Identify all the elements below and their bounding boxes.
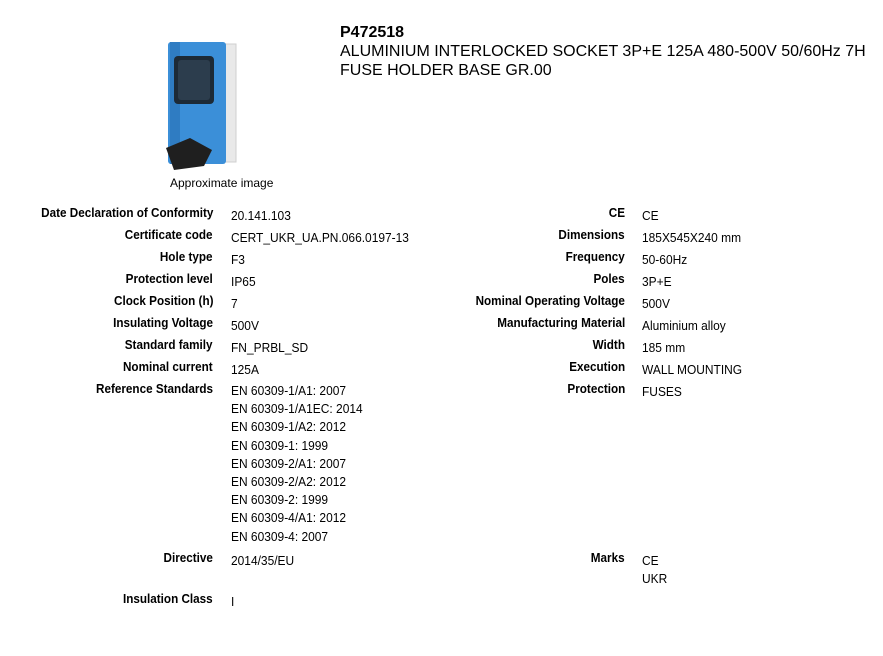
reference-standards-list xyxy=(231,382,363,546)
spec-label: Clock Position (h) xyxy=(113,293,213,308)
spec-value: 500V xyxy=(642,296,670,311)
directive-value: 2014/35/EU xyxy=(231,553,295,568)
mark-item: UKR xyxy=(642,571,668,587)
spec-value: FN_PRBL_SD xyxy=(231,340,309,355)
spec-value: WALL MOUNTING xyxy=(642,362,743,377)
reference-standards-label: Reference Standards xyxy=(95,381,213,396)
standard-item: EN 60309-4: 2007 xyxy=(231,528,329,544)
spec-value: 185X545X240 mm xyxy=(642,230,742,245)
spec-label: Nominal Operating Voltage xyxy=(475,293,625,308)
directive-label: Directive xyxy=(163,550,213,565)
spec-label: Width xyxy=(592,337,625,352)
spec-value: 500V xyxy=(231,318,259,333)
marks-label: Marks xyxy=(591,550,625,565)
spec-label: Frequency xyxy=(565,249,625,264)
spec-value: 3P+E xyxy=(642,274,672,289)
spec-label: CE xyxy=(608,205,625,220)
spec-value: 185 mm xyxy=(642,340,686,355)
standard-item: EN 60309-2/A2: 2012 xyxy=(231,474,347,490)
spec-label: Manufacturing Material xyxy=(496,315,625,330)
image-caption: Approximate image xyxy=(170,176,274,190)
spec-value: 7 xyxy=(231,296,238,311)
spec-value: CE xyxy=(642,208,659,223)
spec-label: Hole type xyxy=(160,249,213,264)
standard-item: EN 60309-2: 1999 xyxy=(231,492,329,508)
spec-label: Execution xyxy=(569,359,625,374)
product-code: P472518 xyxy=(340,24,405,41)
spec-label: Nominal current xyxy=(123,359,213,374)
insulation-class-label: Insulation Class xyxy=(123,591,213,606)
spec-label: Date Declaration of Conformity xyxy=(40,205,213,220)
standard-item: EN 60309-1: 1999 xyxy=(231,437,329,453)
spec-label: Insulating Voltage xyxy=(113,315,213,330)
spec-value: F3 xyxy=(231,252,245,267)
product-image xyxy=(160,38,240,173)
spec-value: CERT_UKR_UA.PN.066.0197-13 xyxy=(231,230,409,245)
standard-item: EN 60309-2/A1: 2007 xyxy=(231,455,347,471)
product-title: ALUMINIUM INTERLOCKED SOCKET 3P+E 125A 480-500V 50/60Hz 7H FUSE HOLDER BASE GR.00 xyxy=(340,43,866,79)
spec-value: IP65 xyxy=(231,274,256,289)
spec-label: Standard family xyxy=(125,337,213,352)
standard-item: EN 60309-1/A2: 2012 xyxy=(231,419,347,435)
standard-item: EN 60309-4/A1: 2012 xyxy=(231,510,347,526)
spec-value: Aluminium alloy xyxy=(642,318,726,333)
standard-item: EN 60309-1/A1EC: 2014 xyxy=(231,401,363,417)
mark-item: CE xyxy=(642,553,659,568)
spec-label: Protection xyxy=(567,381,625,396)
spec-label: Dimensions xyxy=(558,227,625,242)
insulation-class-value: I xyxy=(231,594,235,609)
standard-item: EN 60309-1/A1: 2007 xyxy=(231,383,347,398)
spec-label: Protection level xyxy=(125,271,213,286)
spec-label: Certificate code xyxy=(125,227,213,242)
spec-value: 50-60Hz xyxy=(642,252,688,267)
spec-value: FUSES xyxy=(642,384,682,399)
spec-value: 20.141.103 xyxy=(231,208,291,223)
marks-list xyxy=(642,552,667,588)
spec-value: 125A xyxy=(231,362,259,377)
spec-label: Poles xyxy=(593,271,625,286)
